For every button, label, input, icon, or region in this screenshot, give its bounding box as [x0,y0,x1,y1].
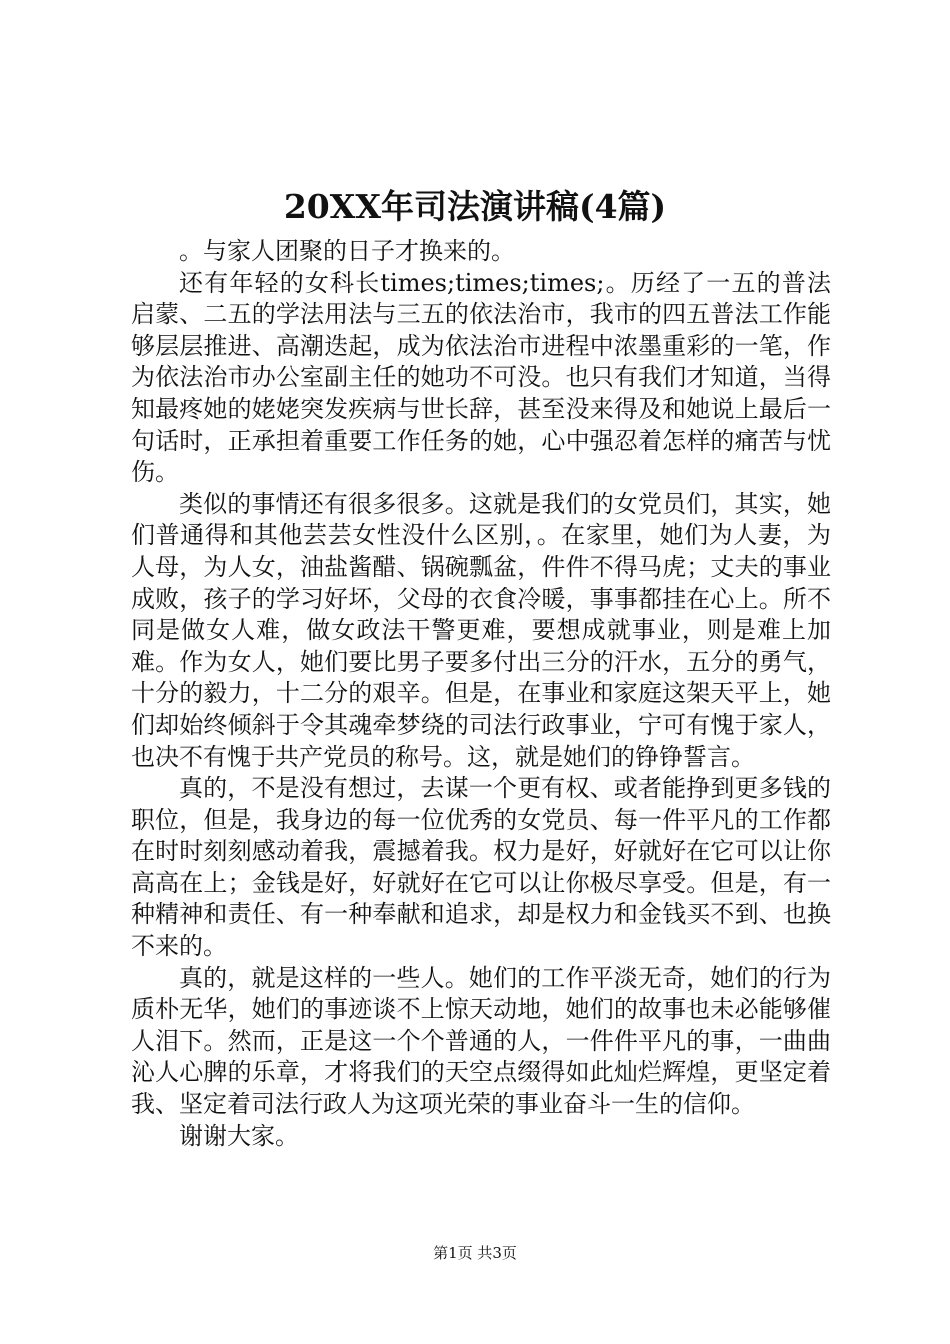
paragraph-3: 类似的事情还有很多很多。这就是我们的女党员们，其实，她们普通得和其他芸芸女性没什么区别，。在家里，她们为人妻，为人母，为人女，油盐酱醋、锅碗瓢盆，件件不得马虎；丈夫的事业成败，孩子的学习好坏，父母的衣食冷暖，事事都挂在心上。所不同是做女人难，做女政法干警更难，要想成就事业，则是难上加难。作为女人，她们要比男子要多付出三分的汗水，五分的勇气，十分的毅力，十二分的艰辛。但是，在事业和家庭这架天平上，她们却始终倾斜于令其魂牵梦绕的司法行政事业，宁可有愧于家人，也决不有愧于共产党员的称号。这，就是她们的铮铮誓言。 [131,489,831,771]
page-footer: 第1页 共3页 [433,1244,517,1262]
paragraph-6: 谢谢大家。 [179,1121,299,1150]
document-body [131,236,831,1152]
paragraph-4: 真的，不是没有想过，去谋一个更有权、或者能挣到更多钱的职位，但是，我身边的每一位优秀的女党员、每一件平凡的工作都在时时刻刻感动着我，震撼着我。权力是好，好就好在它可以让你高高在上；金钱是好，好就好在它可以让你极尽享受。但是，有一种精神和责任、有一种奉献和追求，却是权力和金钱买不到、也换不来的。 [131,774,831,961]
paragraph-1: 。与家人团聚的日子才换来的。 [179,237,515,265]
document-title: 20XX年司法演讲稿(4篇) [283,187,667,226]
paragraph-2: 还有年轻的女科长times;times;times;。历经了一五的普法启蒙、二五的学法用法与三五的依法治市，我市的四五普法工作能够层层推进、高潮迭起，成为依法治市进程中浓墨重彩的一笔，作为依法治市办公室副主任的她功不可没。也只有我们才知道，当得知最疼她的姥姥突发疾病与世长辞，甚至没来得及和她说上最后一句话时，正承担着重要工作任务的她，心中强忍着怎样的痛苦与忧伤。 [131,268,831,487]
paragraph-5: 真的，就是这样的一些人。她们的工作平淡无奇，她们的行为质朴无华，她们的事迹谈不上惊天动地，她们的故事也未必能够催人泪下。然而，正是这一个个普通的人，一件件平凡的事，一曲曲沁人心脾的乐章，才将我们的天空点缀得如此灿烂辉煌，更坚定着我、坚定着司法行政人为这项光荣的事业奋斗一生的信仰。 [131,963,831,1119]
